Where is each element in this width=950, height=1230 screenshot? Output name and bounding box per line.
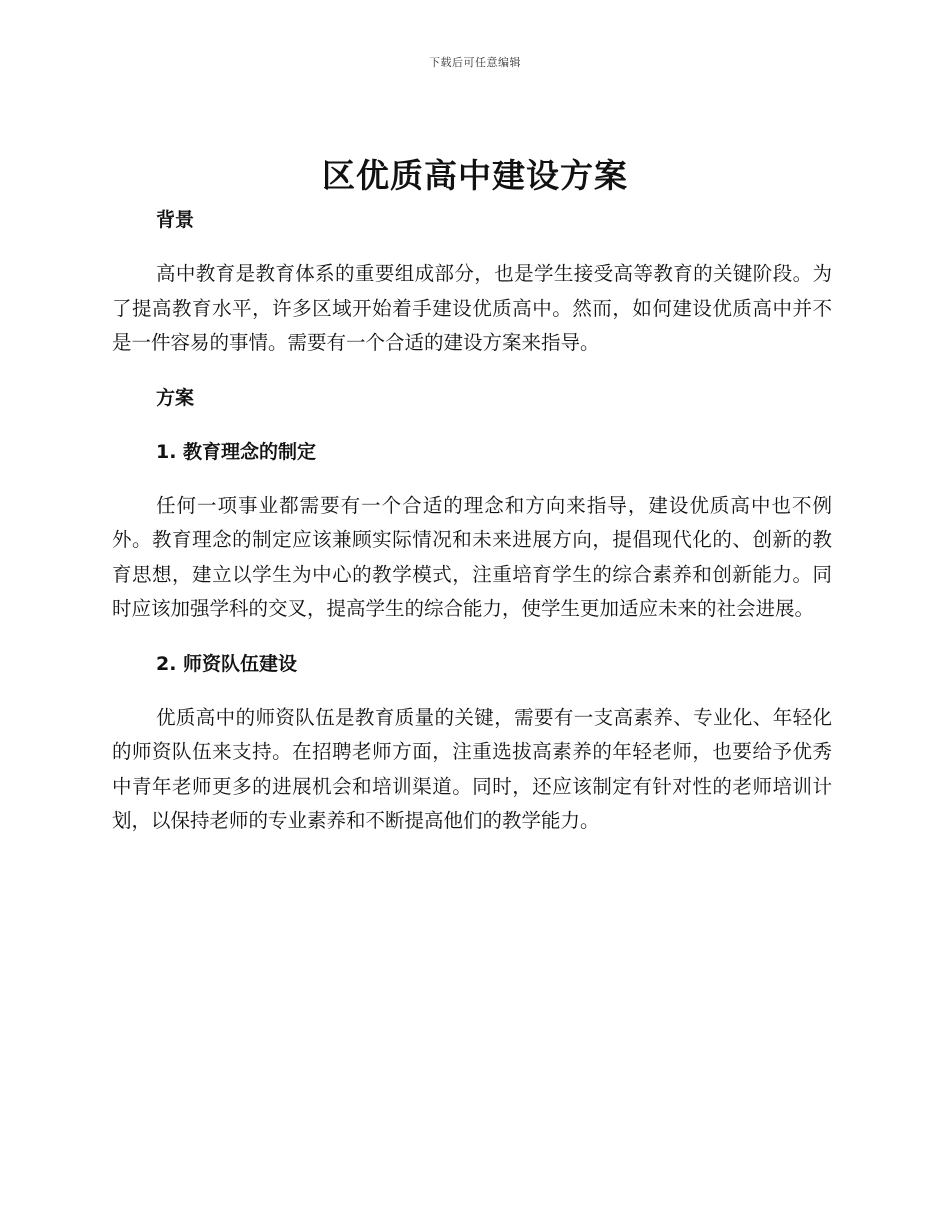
paragraph-background: 高中教育是教育体系的重要组成部分，也是学生接受高等教育的关键阶段。为了提高教育水平，许多区域开始着手建设优质高中。然而，如何建设优质高中并不是一件容易的事情。需要有一个合适的建设方案来指导。 [112, 262, 832, 354]
subsection-heading-education-philosophy: 1. 教育理念的制定 [156, 440, 317, 463]
section-heading-background: 背景 [156, 209, 195, 231]
page-header-note: 下载后可任意编辑 [429, 56, 521, 69]
document-title: 区优质高中建设方案 [322, 156, 628, 195]
paragraph-teacher-team: 优质高中的师资队伍是教育质量的关键，需要有一支高素养、专业化、年轻化的师资队伍来支持。在招聘老师方面，注重选拔高素养的年轻老师，也要给予优秀中青年老师更多的进展机会和培训渠道。同时，还应该制定有针对性的老师培训计划，以保持老师的专业素养和不断提高他们的教学能力。 [112, 705, 832, 832]
subsection-heading-teacher-team: 2. 师资队伍建设 [156, 652, 298, 675]
document-body [112, 203, 832, 839]
paragraph-education-philosophy: 任何一项事业都需要有一个合适的理念和方向来指导，建设优质高中也不例外。教育理念的制定应该兼顾实际情况和未来进展方向，提倡现代化的、创新的教育思想，建立以学生为中心的教学模式，注重培育学生的综合素养和创新能力。同时应该加强学科的交叉，提高学生的综合能力，使学生更加适应未来的社会进展。 [112, 493, 832, 620]
section-heading-plan: 方案 [156, 386, 195, 409]
